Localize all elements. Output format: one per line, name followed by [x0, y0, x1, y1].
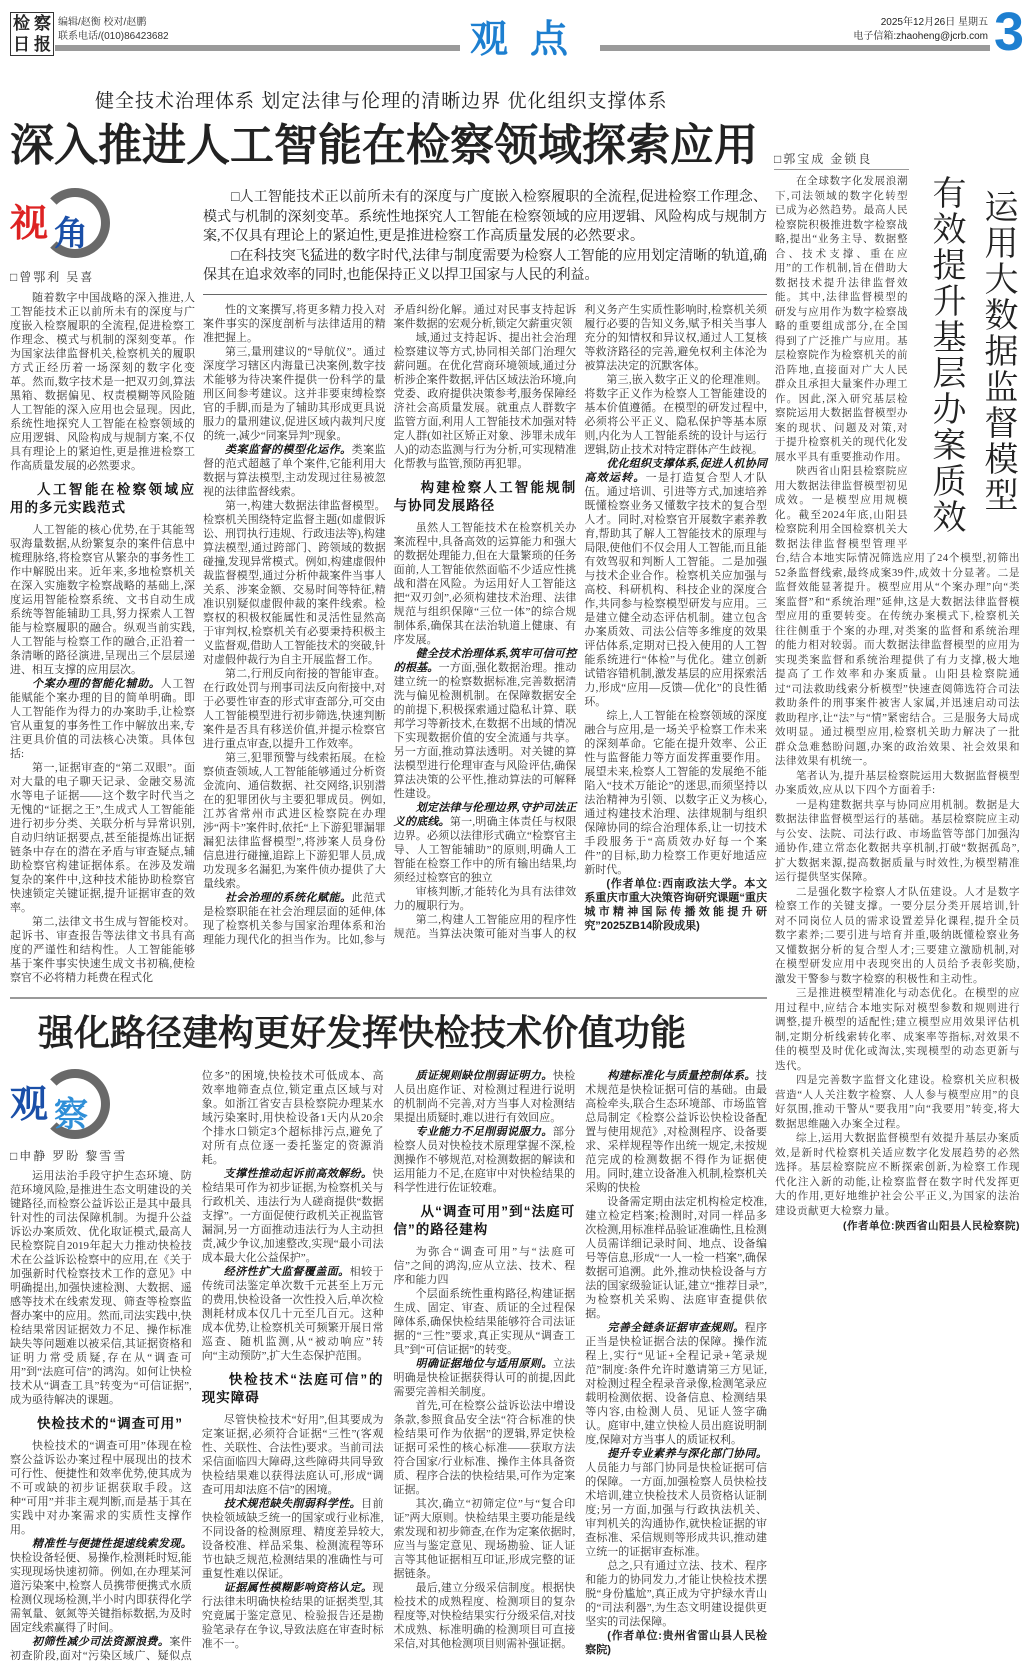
subheading: 从“调查可用”到“法庭可信”的路径建构	[393, 1204, 576, 1237]
subheading: 人工智能在检察领域应用的多元实践范式	[10, 482, 195, 515]
paragraph-text: 尽管快检技术“好用”,但其要成为定案证据,必须符合证据“三性”(客观性、关联性、合法性)要求。当前司法采信面临四大障碍,这些障碍共同导致快检结果难以获得法庭认可,形成“调查可用却法庭不信”的困境。	[201, 1414, 384, 1496]
paragraph-text: 快检技术的“调查可用”体现在检察公益诉讼办案过程中展现出的技术可行性、便捷性和效率优势,使其成为不可或缺的初步证据获取手段。这种“可用”并非主观判断,而是基于其在实践中对办案需求的实质性支撑作用。	[10, 1440, 192, 1536]
author-note: (作者单位:贵州省雷山县人民检察院)	[585, 1630, 767, 1656]
paragraph-lead: 划定法律与伦理边界,守护司法正义的底线。	[393, 801, 577, 828]
paragraph: 陕西省山阳县检察院应用大数据法律监督模型初见成效。一是模型应用规模化。截至2024年底,山阳县检察院利用全国检察机关大数据法律监督模型管理平台,结合本地实际情况筛选应用了24个模型,初筛出52条监督线索,最终成案39件,成效十分显著。二是监督效能显著提升。模型应用从“个案办理”向“类案监督”和“系统治理”延伸,这是大数据法律监督模型应用的重要转变。在传统办案模式下,检察机关往往侧重于个案的办理,对类案的监督和系统治理的能力相对较弱。而大数据法律监督模型的应用为实现类案监督和系统治理提供了有力支撑,极大地提高了工作效率和办案质量。山阳县检察院通过“司法救助线索分析模型”快速查阅筛选符合司法救助条件的刑事案件被害人家属,并迅速启动司法救助程序,让“法”与“情”紧密结合。三是服务大局成效明显。通过模型应用,检察机关助力解决了一批群众急难愁盼问题,办案的政治效果、社会效果和法律效果有机统一。	[775, 466, 1020, 767]
article1-column-1	[10, 291, 195, 985]
paragraph	[202, 1413, 384, 1497]
paragraph	[394, 1497, 576, 1581]
paragraph	[10, 1537, 192, 1635]
date-info	[826, 16, 988, 44]
paragraph	[10, 1169, 192, 1407]
paragraph-text: 部分检察人员对快检技术原理掌握不深,检测操作不够规范,对检测数据的解读和运用能力不足,在庭审中对快检结果的科学性进行佐证较难。	[393, 1126, 576, 1194]
column-badge-guancha: 观 察	[10, 1069, 110, 1145]
paragraph	[394, 1399, 576, 1497]
paragraph-text: 第二,行刑反向衔接的智能审查。在行政处罚与刑事司法反向衔接中,对于必要性审查的形式审查部分,可交由人工智能模型进行初步筛选,快速判断案件是否具有移送价值,并提示检察官进行重点审查,以提升工作效率。	[203, 667, 386, 750]
paragraph	[203, 443, 386, 499]
paragraph	[10, 291, 195, 473]
paragraph	[585, 1195, 767, 1321]
paragraph	[394, 331, 577, 471]
paragraph	[10, 915, 195, 985]
paragraph	[585, 1447, 767, 1559]
paragraph-lead: 专业能力不足削弱说服力。	[415, 1126, 553, 1138]
paragraph	[203, 667, 386, 751]
paragraph-text: 第二,构建人工智能应用的程序性规范。当算法决策可能对当事人的权利义务产生实质性影响时,检察机关须履行必要的告知义务,赋予相关当事人充分的知情权和异议权,通过人工复核等救济路径的完善,避免权利主体沦为被算法决定的沉默客体。	[393, 303, 767, 940]
lead-paragraph: □人工智能技术正以前所未有的深度与广度嵌入检察履职的全流程,促进检察工作理念、模式与机制的深刻变革。系统性地探究人工智能在检察领域的应用逻辑、风险构成与规制方案,不仅具有理论上的紧迫性,更是推进检察工作高质量发展的必然要求。	[203, 190, 767, 244]
paragraph	[203, 499, 386, 667]
paragraph-text: 性的文案撰写,将更多精力投入对案件事实的深度剖析与法律适用的精准把握上。	[203, 303, 386, 344]
paragraph	[203, 345, 386, 443]
paragraph-text: 技术规范是快检证据可信的基础。由最高检牵头,联合生态环境部、市场监管总局制定《检察公益诉讼快检设备配置与使用规范》,对检测程序、设备要求、采样规程等作出统一规定,未按规范完成的检测数据不得作为证据使用。同时,建立设备准入机制,检察机关采购的快检	[585, 1070, 767, 1194]
editor-info	[58, 16, 169, 44]
article1-column-3	[394, 331, 577, 885]
header-bar-left	[55, 45, 460, 51]
right-article-column	[775, 175, 1020, 1234]
paragraph-text: 现行法律未明确快检结果的证据类型,其究竟属于鉴定意见、检验报告还是勘验笔录存在争议,导致法庭在审查时标准不一。	[201, 1582, 384, 1650]
paragraph-text: 审核判断,才能转化为具有法律效力的履职行为。	[393, 885, 577, 912]
email: 电子信箱:zhaoheng@jcrb.com	[853, 31, 988, 42]
paragraph	[202, 1265, 384, 1363]
article1-body	[10, 188, 767, 985]
paragraph	[584, 457, 767, 709]
paragraph	[585, 1069, 767, 1195]
paragraph	[394, 647, 577, 801]
paragraph	[394, 1357, 576, 1399]
paragraph-lead: 提升专业素养与深化部门协同。	[607, 1448, 767, 1460]
paragraph-text: 案件初查阶段,面对“污染区域广、疑似点位多”的困境,快检技术可低成本、高效率地筛查点位,锁定重点区域与对象。如浙江省安吉县检察院办理某水域污染案时,用快检设备1天内从20余个排水口锁定3个超标排污点,避免了对所有点位逐一委托鉴定的资源消耗。	[10, 1070, 384, 1662]
paragraph	[585, 1559, 767, 1629]
paragraph-text: 程序正当是快检证据合法的保障。操作流程上,实行“见证+全程记录+笔录规范”制度:条件允许时邀请第三方见证,对检测过程全程录音录像,检测笔录应载明检测依据、设备信息、检测结果等内容,由检测人员、见证人签字确认。庭审中,建立快检人员出庭说明制度,保障对方当事人的质证权利。	[585, 1322, 768, 1446]
paragraph-text: 综上,人工智能在检察领域的深度融合与应用,是一场关乎检察工作未来的深刻革命。它能在提升效率、公正性与监督能力等方面发挥重要作用。展望未来,检察人工智能的发展绝不能陷入“技术万能论”的迷思,而须坚持以法治精神为引领、以数字正义为核心,通过构建技术治理、法律规制与组织保障协同的综合治理体系,让一切技术手段服务于“高质效办好每一个案件”的目标,助力检察工作更好地适应新时代。	[584, 709, 767, 876]
paragraph-lead: 健全技术治理体系,筑牢可信可控的根基。	[393, 647, 577, 674]
paragraph-text: 运用法治手段守护生态环境、防范环境风险,是推进生态文明建设的关键路径,而检察公益诉讼正是其中最具针对性的司法保障机制。为提升公益诉讼办案质效、优化取证模式,最高人民检察院自2019年起大力推动快检技术在公益诉讼检察中的应用,在《关于加强新时代检察技术工作的意见》中明确提出,加强快速检测、大数据、遥感等技术在线索发现、筛查等检察监督办案中的应用。然而,司法实践中,快检结果常因证据效力不足、操作标准缺失等问题难以被采信,其证据资格和证明力常受质疑,存在从“调查可用”到“法庭可信”的鸿沟。如何让快检技术从“调查工具”转变为“可信证据”,成为亟待解决的课题。	[10, 1170, 192, 1406]
paragraph-lead: 个案办理的智能化辅助。	[32, 678, 161, 690]
paragraph	[394, 1287, 576, 1357]
paragraph-text: 相较于传统司法鉴定单次数千元甚至上万元的费用,快检设备一次性投入后,单次检测耗材成本仅几十元至几百元。这种成本优势,让检察机关可频繁开展日常巡查、随机监测,从“被动响应”转向“主动预防”,扩大生态保护范围。	[201, 1266, 384, 1362]
article1-columns	[203, 303, 767, 947]
issue-date: 2025年12月26日 星期五	[880, 17, 988, 28]
paragraph-text: 第三,犯罪预警与线索拓展。在检察侦查领域,人工智能能够通过分析资金流向、通信数据、社交网络,识别潜在的犯罪团伙与主要犯罪成员。例如,江苏省常州市武进区检察院在办理涉“两卡”案件时,依托“上下游犯罪漏罪漏犯法律监督模型”,将涉案人员身份信息进行碰撞,追踪上下游犯罪人员,成功发现多名漏犯,为案件侦办提供了大量线索。	[203, 751, 386, 890]
paragraph	[394, 1069, 576, 1125]
newspaper-logo: 检 察 日 报	[10, 12, 54, 56]
lead-paragraph: □在科技突飞猛进的数字时代,法律与制度需要为检察人工智能的应用划定清晰的轨道,确保其在追求效率的同时,也能保持正义以捍卫国家与人民的利益。	[203, 248, 767, 283]
paragraph-text: 此范式是检察职能在社会治理层面的延伸,体现了检察机关参与国家治理体系和治理能力现代化的担当作为。比如,参与矛盾纠纷化解。通过对民事支持起诉案件数据的宏观分析,锁定欠薪重灾领	[203, 303, 577, 946]
paragraph	[203, 751, 386, 891]
author-note: (作者单位:陕西省山阳县人民检察院)	[843, 1220, 1020, 1232]
paragraph-text: 类案监督的范式超越了单个案件,它能利用大数据与算法模型,主动发现过往易被忽视的法律监督线索。	[203, 443, 386, 498]
paragraph-text: 人员能力与部门协同是快检证据可信的保障。一方面,加强检察人员快检技术培训,建立快检技术人员资格认证制度;另一方面,加强与行政执法机关、审判机关的沟通协作,就快检证据的审查标准、采信规则等形成共识,推动建立统一的证据审查标准。	[585, 1462, 767, 1558]
subheading: 快检技术“法庭可信”的现实障碍	[201, 1372, 384, 1405]
paragraph-text: 首先,可在检察公益诉讼法中增设条款,参照食品安全法“符合标准的快检结果可作为依据”的逻辑,界定快检证据可采性的核心标准——获取方法符合国家/行业标准、操作主体具备资质、程序合法的快检结果,可作为定案证据。	[393, 1400, 576, 1496]
article1-title: 深入推进人工智能在检察领域探索应用	[10, 121, 758, 170]
right-article-byline: □郭宝成 金锁良	[774, 150, 909, 170]
article1-right	[203, 188, 767, 985]
paragraph	[10, 523, 195, 677]
paragraph	[394, 1581, 576, 1651]
paragraph-text: 立法明确是快检证据获得认可的前提,因此需要完善相关制度。	[393, 1358, 576, 1398]
main-content	[10, 116, 767, 1663]
article2-column-4	[585, 1195, 767, 1657]
article2-title: 强化路径建构更好发挥快检技术价值功能	[38, 1013, 687, 1053]
paragraph-lead: 社会治理的系统化赋能。	[225, 891, 352, 904]
paragraph-text: 第二,法律文书生成与智能校对。起诉书、审查报告等法律文书具有高度的严谨性和结构性。人工智能能够基于案件事实快速生成文书初稿,使检察官不必将精力耗费在程式化	[10, 916, 195, 984]
right-article-title-line-1: 运用大数据监督模型	[979, 189, 1017, 513]
article1-lead	[203, 188, 767, 295]
paragraph-text: 第三,嵌入数字正义的伦理准则。将数字正义作为检察人工智能建设的基本价值遵循。在模型的研发过程中,必须将公平正义、隐私保护等基本原则,内化为人工智能系统的设计与运行逻辑,防止技术对特定群体产生歧视。	[584, 373, 767, 456]
paragraph	[584, 709, 767, 877]
article1-deck: 健全技术治理体系 划定法律与伦理的清晰边界 优化组织支撑体系	[95, 91, 668, 112]
section-divider	[10, 997, 767, 999]
paragraph-text: 随着数字中国战略的深入推进,人工智能技术正以前所未有的深度与广度嵌入检察履职的全流程,促进检察工作理念、模式与机制的深刻变革。作为国家法律监督机关,检察机关的履职方式正经历着一场深刻的数字化变革。然而,数字技术是一把双刃剑,算法黑箱、数据偏见、权责模糊等风险随人工智能的深入应用也会显现。因此,系统性地探究人工智能在检察领域的应用逻辑、风险构成与规制方案,不仅具有理论上的紧迫性,更是推进检察工作高质量发展的必然要求。	[10, 292, 195, 472]
paragraph: 三是推进模型精准化与动态优化。在模型的应用过程中,应结合本地实际对模型参数和规则进行调整,提升模型的适配性;建立模型应用效果评估机制,定期分析线索转化率、成案率等指标,对效果不佳的模型及时优化或淘汰,实现模型的动态更新与迭代。	[775, 988, 1020, 1072]
subheading: 构建检察人工智能规制与协同发展路径	[393, 479, 577, 513]
right-article-title-line-2: 有效提升基层办案质效	[927, 175, 965, 535]
paragraph	[394, 801, 577, 885]
paragraph-lead: 优化组织支撑体系,促进人机协同高效运转。	[584, 457, 767, 484]
paragraph-text: 快检设备轻便、易操作,检测耗时短,能实现现场快速初筛。例如,在办理某河道污染案中,检察人员携带便携式水质检测仪现场检测,半小时内即获得化学需氧量、氨氮等关键指标数据,为及时固定线索赢得了时间。	[10, 1552, 192, 1634]
paragraph-lead: 构建标准化与质量控制体系。	[607, 1070, 756, 1082]
article1-byline: □曾鄂利 吴喜	[10, 270, 95, 284]
paragraph: 在全球数字化发展浪潮下,司法领域的数字化转型已成为必然趋势。最高人民检察院积极推进数字检察战略,提出“业务主导、数据整合、技术支撑、重在应用”的工作机制,旨在借助大数据技术提升法律监督效能。其中,法律监督模型的研发与应用作为数字检察战略的重要组成部分,在全国得到了广泛推广与应用。基层检察院作为检察机关的前沿阵地,直接面对广大人民群众且承担大量案件办理工作。因此,深入研究基层检察院运用大数据监督模型办案的现状、问题及对策,对于提升检察机关的现代化发展水平具有重要推动作用。	[775, 176, 908, 463]
editor-line: 编辑/赵衡 校对/赵鹏	[58, 17, 147, 28]
paragraph-lead: 支撑性推动起诉前高效解纷。	[223, 1168, 373, 1180]
paragraph	[584, 373, 767, 457]
paragraph	[202, 1497, 384, 1581]
page-number: 3	[994, 2, 1024, 62]
paragraph	[394, 885, 577, 913]
paragraph-lead: 精准性与便捷性提速线索发现。	[32, 1538, 192, 1550]
section-title: 观点	[470, 19, 591, 61]
paragraph: 一是构建数据共享与协同应用机制。数据是大数据法律监督模型运行的基础。基层检察院应主动与公安、法院、司法行政、市场监管等部门加强沟通协作,建立常态化数据共享机制,打破“数据孤岛”,扩大数据来源,提高数据质量与时效性,为模型精准运行提供坚实保障。	[775, 799, 1020, 883]
phone-line: 联系电话/(010)86423682	[58, 31, 169, 42]
article2-byline: □申静 罗盼 黎雪雪	[10, 1149, 128, 1163]
paragraph-lead: 明确证据地位与适用原则。	[415, 1358, 553, 1370]
paragraph-text: 一方面,强化数据治理。推动建立统一的检察数据标准,完善数据清洗与偏见检测机制。在保障数据安全的前提下,积极探索通过隐私计算、联邦学习等新技术,在数据不出域的情况下实现数据价值的安全流通与共享。另一方面,推动算法透明。对关键的算法模型进行伦理审查与风险评估,确保算法决策的公平性,推动算法的可解释性建设。	[393, 661, 577, 800]
paragraph-text: 第三,量刑建议的“导航仪”。通过深度学习辖区内海量已决案例,数字技术能够为待决案件提供一份科学的量刑区间参考建议。这并非要束缚检察官的手脚,而是为了辅助其形成更具说服力的量刑建议,促进区域内裁判尺度的统一,减少“同案异判”现象。	[203, 345, 386, 442]
paragraph-text: 其次,确立“初筛定位”与“复合印证”两大原则。快检结果主要功能是线索发现和初步筛查,在作为定案依据时,应当与鉴定意见、现场勘验、证人证言等其他证据相互印证,形成完整的证据链条。	[393, 1498, 576, 1580]
paragraph-lead: 经济性扩大监督覆盖面。	[223, 1266, 350, 1278]
paragraph	[202, 1167, 384, 1265]
paragraph	[10, 1439, 192, 1537]
paragraph: 四是完善数字监督文化建设。检察机关应积极营造“人人关注数字检察、人人参与模型应用”的良好氛围,推动干警从“要我用”向“我要用”转变,将大数据思维融入办案全过程。	[775, 1075, 1020, 1130]
paragraph-lead: 类案监督的模型化运作。	[225, 443, 352, 456]
paragraph	[203, 303, 386, 345]
paragraph	[10, 677, 195, 761]
paragraph	[585, 1321, 767, 1447]
paragraph-text: 域,通过支持起诉、提出社会治理检察建议等方式,协同相关部门治理欠薪问题。在优化营商环境领域,通过分析涉企案件数据,评估区域法治环境,向党委、政府提供决策参考,服务保障经济社会高质量发展。就重点人群数字监管方面,利用人工智能技术加强对特定人群(如社区矫正对象、涉罪未成年人)的动态监测与行为分析,可实现精准化帮教与监管,预防再犯罪。	[393, 331, 577, 470]
paragraph-text: 第一,明确主体责任与权限边界。必须以法律形式确立“检察官主导、人工智能辅助”的原则,明确人工智能在检察工作中的所有输出结果,均须经过检察官的独立	[393, 815, 577, 884]
header-bar-right	[600, 45, 990, 51]
paragraph-text: 快检人员出庭作证、对检测过程进行说明的机制尚不完善,对方当事人对检测结果提出质疑时,难以进行有效回应。	[393, 1070, 576, 1124]
paragraph-text: 第一,证据审查的“第二双眼”。面对大量的电子聊天记录、金融交易流水等电子证据——这个数字时代当之无愧的“证据之王”,生成式人工智能能进行初步分类、关联分析与异常识别,自动归纳证据要点,甚至能提炼出证据链条中存在的潜在矛盾与审查疑点,辅助检察官构建证据体系。在涉及发端复杂的案件中,这种技术能协助检察官快速锁定关键证据,提升证据审查的效率。	[10, 762, 195, 914]
paragraph-lead: 初筛性减少司法资源浪费。	[32, 1636, 170, 1648]
paragraph-text: 个层面系统性重构路径,构建证据生成、固定、审查、质证的全过程保障体系,确保快检结果能够符合司法证据的“三性”要求,真正实现从“调查工具”到“可信证据”的转变。	[393, 1288, 576, 1356]
paragraph-text: 为弥合“调查可用”与“法庭可信”之间的鸿沟,应从立法、技术、程序和能力四	[393, 1246, 576, 1286]
paragraph	[394, 1245, 576, 1287]
paragraph: 笔者认为,提升基层检察院运用大数据监督模型办案质效,应从以下四个方面着手:	[775, 770, 1020, 796]
paragraph-text: 人工智能的核心优势,在于其能驾驭海量数据,从纷繁复杂的案件信息中梳理脉络,将检察官从繁杂的事务性工作中解脱出来。近年来,多地检察机关在深入实施数字检察战略的基础上,深度运用智能检察系统、文书自动生成系统等智能辅助工具,努力探索人工智能与检察履职的融合。纵观当前实践,人工智能与检察工作的融合,正沿着一条清晰的路径演进,呈现出三个层层递进、相互支撑的应用层次。	[10, 524, 195, 676]
paragraph: 综上,运用大数据监督模型有效提升基层办案质效,是新时代检察机关适应数字化发展趋势的必然选择。基层检察院应不断探索创新,为检察工作现代化注入新的动能,让检察监督在数字时代发挥更大的作用,更好地维护社会公平正义,为国家的法治建设贡献更大检察力量。	[775, 1133, 1020, 1217]
paragraph: 二是强化数字检察人才队伍建设。人才是数字检察工作的关键支撑。一要分层分类开展培训,针对不同岗位人员的需求设置差异化课程,提升全员数字素养;二要引进与培育并重,吸纳既懂检察业务又懂数据分析的复合型人才;三要建立激励机制,对在模型研发应用中表现突出的人员给予表彰奖励,激发干警参与数字检察的积极性和主动性。	[775, 886, 1020, 985]
paragraph-text: 快检结果可作为初步证据,为检察机关与行政机关、违法行为人磋商提供“数据支撑”。一方面促使行政机关正视监管漏洞,另一方面推动违法行为人主动担责,减少争议,加速整改,实现“最小司法成本最大化公益保护”。	[201, 1168, 384, 1264]
paragraph-text: 人工智能赋能个案办理的目的简单明确。即人工智能作为得力的办案助手,让检察官从重复的事务性工作中解放出来,专注更具价值的司法核心决策。具体包括:	[10, 678, 196, 760]
paragraph-text: 总之,只有通过立法、技术、程序和能力的协同发力,才能让快检技术摆脱“身份尴尬”,真正成为守护绿水青山的“司法利器”,为生态文明建设提供更坚实的司法保障。	[585, 1560, 767, 1628]
paragraph	[202, 1581, 384, 1651]
paragraph-lead: 证据属性模糊影响资格认定。	[223, 1582, 373, 1594]
paragraph-text: 一是打造复合型人才队伍。通过培训、引进等方式,加速培养既懂检察业务又懂数字技术的复合型人才。同时,对检察官开展数字素养教育,帮助其了解人工智能技术的原理与局限,使他们不仅会用人工智能,而且能有效驾驭和判断人工智能。二是加强与技术企业合作。检察机关应加强与高校、科研机构、科技企业的深度合作,共同参与检察模型研发与应用。三是建立健全动态评估机制。建立包含办案质效、司法公信等多维度的效果评估体系,定期对已投入使用的人工智能系统进行“体检”与优化。建立创新试错容错机制,激发基层的应用探索活力,形成“应用—反馈—优化”的良性循环。	[584, 471, 767, 708]
right-article-title	[916, 175, 1020, 545]
paragraph-lead: 完善全链条证据审查规则。	[607, 1322, 745, 1334]
paragraph-lead: 质证规则缺位削弱证明力。	[415, 1070, 553, 1082]
column-badge-shijiao: 视 角	[10, 188, 110, 264]
paragraph-text: 虽然人工智能技术在检察机关办案流程中,具备高效的运算能力和强大的数据处理能力,但在大量繁琐的任务面前,人工智能依然面临不少适应性挑战和潜在风险。为运用好人工智能这把“双刃剑”,必须构建技术治理、法律规范与组织保障“三位一体”的综合规制体系,确保其在法治轨道上健康、有序发展。	[393, 521, 577, 646]
article1-left	[10, 188, 195, 985]
paragraph-lead: 技术规范缺失削弱科学性。	[223, 1498, 362, 1510]
paragraph-text: 设备需定期由法定机构检定校准,建立检定档案;检测时,对同一样品多次检测,用标准样品验证准确性,且检测人员需详细记录时间、地点、设备编号等信息,形成“一人一检一档案”,确保数据可追溯。此外,推动快检设备与方法的国家级验证认证,建立“推荐目录”,为检察机关采购、法庭审查提供依据。	[585, 1196, 767, 1320]
paragraph	[394, 1125, 576, 1195]
article2-columns	[10, 1069, 767, 1663]
subheading: 快检技术的“调查可用”	[37, 1416, 183, 1431]
paragraph	[10, 761, 195, 915]
paragraph-text: 最后,建立分级采信制度。根据快检技术的成熟程度、检测项目的复杂程度等,对快检结果实行分级采信,对技术成熟、标准明确的检测项目可直接采信,对其他检测项目则需补强证据。	[393, 1582, 576, 1650]
author-note: (作者单位:西南政法大学。本文系重庆市重大决策咨询研究课题“重庆城市精神国际传播效能提升研究”2025ZB14阶段成果)	[584, 877, 767, 932]
paragraph	[394, 521, 577, 647]
paragraph-text: 目前快检领域缺乏统一的国家或行业标准,不同设备的检测原理、精度差异较大,设备校准、样品采集、检测流程等环节也缺乏规范,检测结果的准确性与可重复性难以保证。	[201, 1498, 384, 1580]
paragraph-text: 第一,构建大数据法律监督模型。检察机关围绕特定监督主题(如虚假诉讼、刑罚执行违规、行政违法等),构建算法模型,通过跨部门、跨领域的数据碰撞,发现异常模式。例如,构建虚假仲裁监督模型,通过分析仲裁案件当事人关系、涉案金额、交易时间等特征,精准识别疑似虚假仲裁的案件线索。检察权的积极权能属性和灵活性显然高于审判权,检察机关有必要秉持积极主义监督观,借助人工智能技术的突破,针对虚假仲裁行为自主开展监督工作。	[203, 499, 386, 666]
